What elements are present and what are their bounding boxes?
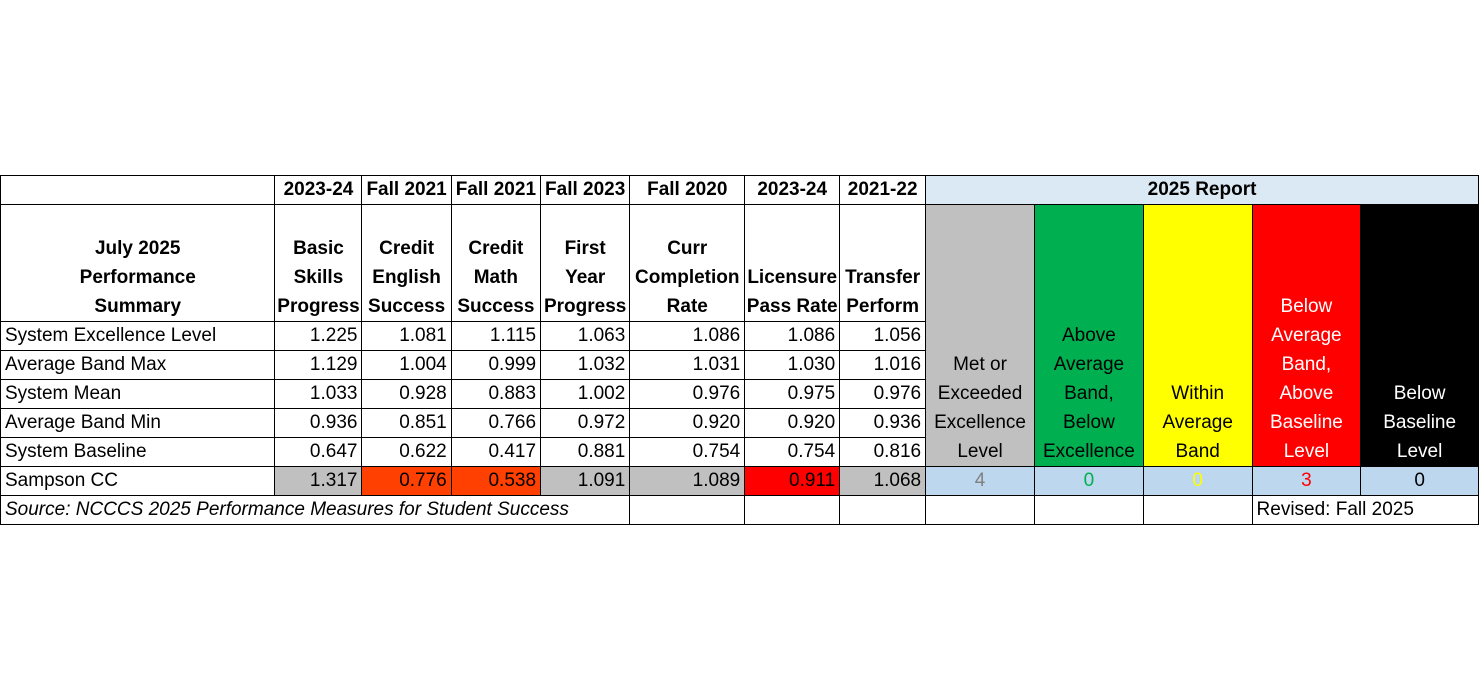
value-cell: 0.417 — [451, 438, 540, 467]
period-cell: Fall 2020 — [630, 176, 745, 205]
college-value-cell: 1.317 — [275, 467, 362, 496]
value-cell: 1.081 — [362, 322, 451, 351]
header-line: Licensure — [747, 267, 838, 288]
legend-line: Average — [1053, 354, 1125, 375]
header-line: Pass Rate — [746, 296, 838, 317]
legend-within-average — [1143, 205, 1252, 467]
college-value-cell: 0.911 — [745, 467, 840, 496]
header-line: Success — [368, 296, 446, 317]
value-cell: 0.936 — [275, 409, 362, 438]
revised-note: Revised: Fall 2025 — [1252, 496, 1478, 525]
period-cell: Fall 2021 — [362, 176, 451, 205]
value-cell: 0.883 — [451, 380, 540, 409]
legend-line: Above — [1279, 383, 1334, 404]
period-cell: Fall 2021 — [451, 176, 540, 205]
header-line: First — [564, 238, 606, 259]
legend-line: Above — [1061, 325, 1116, 346]
value-cell: 0.647 — [275, 438, 362, 467]
legend-count: 3 — [1252, 467, 1361, 496]
value-cell: 0.754 — [745, 438, 840, 467]
value-cell: 0.920 — [745, 409, 840, 438]
legend-line: Below — [1280, 296, 1333, 317]
column-header-first-year — [541, 205, 630, 322]
value-cell: 1.033 — [275, 380, 362, 409]
header-line: Skills — [293, 267, 344, 288]
legend-line: Band, — [1064, 383, 1114, 404]
legend-line: Level — [1283, 441, 1330, 462]
header-line: Credit — [468, 238, 524, 259]
legend-line: Band, — [1281, 354, 1332, 375]
college-value-cell: 1.068 — [840, 467, 926, 496]
column-header-credit-english — [362, 205, 451, 322]
legend-met-excellence — [926, 205, 1035, 467]
header-line: Math — [473, 267, 519, 288]
value-cell: 1.056 — [840, 322, 926, 351]
header-line: Success — [457, 296, 535, 317]
period-cell: 2023-24 — [745, 176, 840, 205]
column-header-curr-completion — [630, 205, 745, 322]
value-cell: 1.002 — [541, 380, 630, 409]
value-cell: 1.016 — [840, 351, 926, 380]
value-cell: 1.129 — [275, 351, 362, 380]
empty-cell — [630, 496, 745, 525]
value-cell: 0.766 — [451, 409, 540, 438]
empty-cell — [840, 496, 926, 525]
period-cell: 2021-22 — [840, 176, 926, 205]
value-cell: 1.225 — [275, 322, 362, 351]
header-line: Credit — [379, 238, 435, 259]
value-cell: 0.920 — [630, 409, 745, 438]
header-line: Year — [565, 267, 606, 288]
legend-line: Below — [1393, 383, 1446, 404]
value-cell: 1.031 — [630, 351, 745, 380]
empty-cell — [926, 496, 1035, 525]
value-cell: 1.030 — [745, 351, 840, 380]
value-cell: 0.976 — [840, 380, 926, 409]
college-label: Sampson CC — [1, 467, 275, 496]
legend-line: Average — [1271, 325, 1342, 346]
title-line: Performance — [79, 267, 196, 288]
value-cell: 0.928 — [362, 380, 451, 409]
college-value-cell: 0.538 — [451, 467, 540, 496]
value-cell: 0.975 — [745, 380, 840, 409]
legend-line: Met or — [953, 354, 1007, 375]
legend-line: Average — [1162, 412, 1233, 433]
value-cell: 0.999 — [451, 351, 540, 380]
value-cell: 0.816 — [840, 438, 926, 467]
column-header-row — [1, 205, 1479, 322]
legend-below-baseline — [1361, 205, 1479, 467]
legend-line: Level — [1396, 441, 1443, 462]
legend-line: Exceeded — [937, 383, 1023, 404]
value-cell: 1.063 — [541, 322, 630, 351]
footer-row — [1, 496, 1479, 525]
row-label: System Excellence Level — [1, 322, 275, 351]
value-cell: 0.936 — [840, 409, 926, 438]
row-label: System Baseline — [1, 438, 275, 467]
legend-count: 4 — [926, 467, 1035, 496]
legend-count: 0 — [1361, 467, 1479, 496]
value-cell: 0.851 — [362, 409, 451, 438]
college-value-cell: 1.091 — [541, 467, 630, 496]
header-line: Progress — [543, 296, 627, 317]
header-line: Progress — [277, 296, 360, 317]
title-line: July 2025 — [94, 238, 181, 259]
legend-count: 0 — [1143, 467, 1252, 496]
value-cell: 0.754 — [630, 438, 745, 467]
empty-cell — [1034, 496, 1143, 525]
value-cell: 0.976 — [630, 380, 745, 409]
legend-line: Below — [1063, 412, 1115, 433]
value-cell: 0.622 — [362, 438, 451, 467]
header-line: Completion — [635, 267, 740, 288]
period-row — [1, 176, 1479, 205]
corner-cell — [1, 176, 275, 205]
source-note: Source: NCCCS 2025 Performance Measures for Student Success — [1, 496, 630, 525]
legend-count: 0 — [1034, 467, 1143, 496]
column-header-basic-skills — [275, 205, 362, 322]
header-line: Transfer — [845, 267, 921, 288]
header-line: Curr — [667, 238, 708, 259]
legend-line: Baseline — [1269, 412, 1343, 433]
column-header-credit-math — [451, 205, 540, 322]
legend-line: Within — [1171, 383, 1225, 404]
title-line: Summary — [94, 296, 182, 317]
header-line: English — [372, 267, 441, 288]
value-cell: 1.086 — [630, 322, 745, 351]
performance-summary-table — [0, 175, 1479, 525]
college-value-cell: 1.089 — [630, 467, 745, 496]
header-line: Perform — [846, 296, 920, 317]
row-label: System Mean — [1, 380, 275, 409]
column-header-transfer — [840, 205, 926, 322]
legend-line: Level — [957, 441, 1003, 462]
college-value-cell: 0.776 — [362, 467, 451, 496]
summary-title — [1, 205, 275, 322]
legend-line: Excellence — [1042, 441, 1135, 462]
legend-below-average — [1252, 205, 1361, 467]
empty-cell — [1143, 496, 1252, 525]
row-label: Average Band Max — [1, 351, 275, 380]
row-label: Average Band Min — [1, 409, 275, 438]
value-cell: 1.004 — [362, 351, 451, 380]
empty-cell — [745, 496, 840, 525]
period-cell: 2023-24 — [275, 176, 362, 205]
period-cell: Fall 2023 — [541, 176, 630, 205]
legend-above-average — [1034, 205, 1143, 467]
value-cell: 1.115 — [451, 322, 540, 351]
value-cell: 0.881 — [541, 438, 630, 467]
header-line: Rate — [666, 296, 708, 317]
legend-line: Band — [1175, 441, 1220, 462]
value-cell: 1.032 — [541, 351, 630, 380]
column-header-licensure — [745, 205, 840, 322]
header-line: Basic — [293, 238, 344, 259]
legend-line: Baseline — [1383, 412, 1457, 433]
college-row — [1, 467, 1479, 496]
legend-line: Excellence — [934, 412, 1026, 433]
value-cell: 1.086 — [745, 322, 840, 351]
report-header: 2025 Report — [926, 176, 1479, 205]
value-cell: 0.972 — [541, 409, 630, 438]
